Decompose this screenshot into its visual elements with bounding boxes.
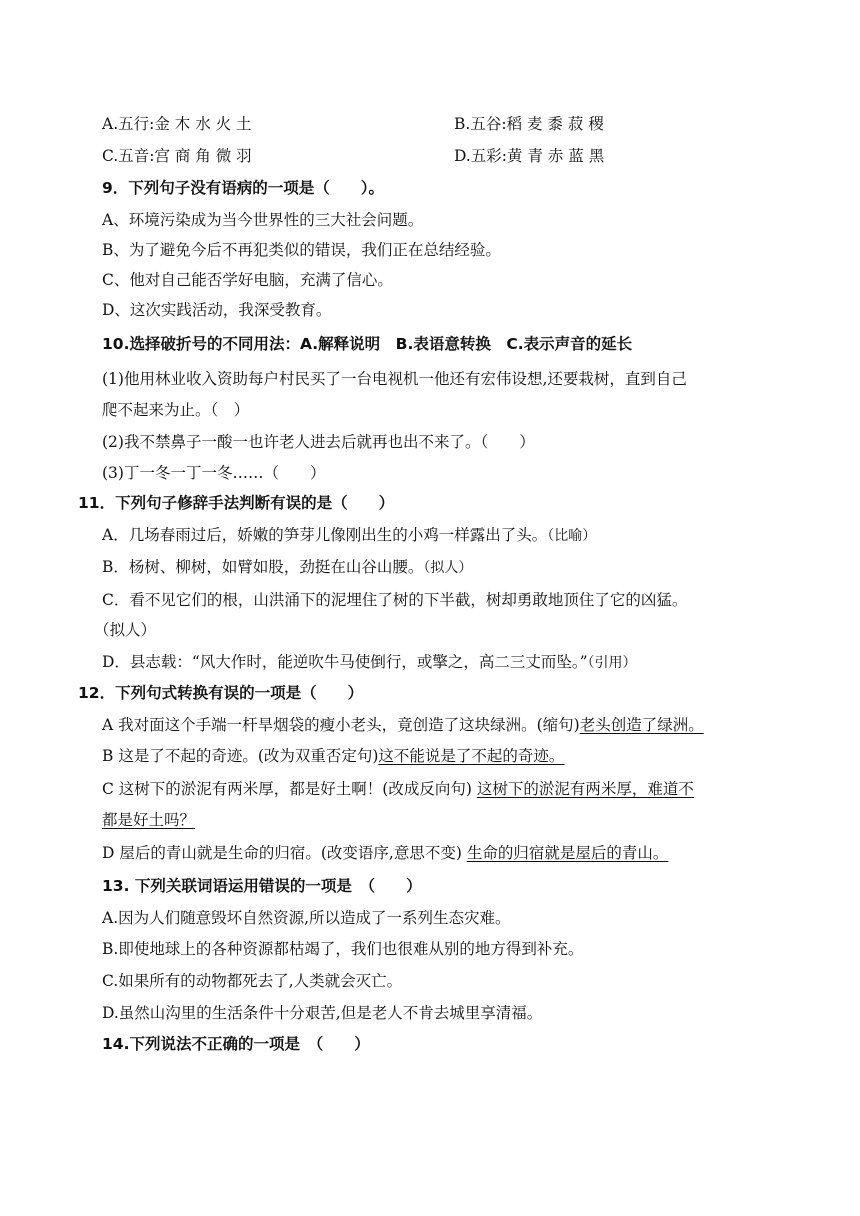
- q13-option-d: D.虽然山沟里的生活条件十分艰苦,但是老人不肯去城里享清福。: [102, 1004, 543, 1022]
- q8-option-a: A.五行:金 木 水 火 土: [102, 115, 252, 133]
- q12-option-c-answer-line1: 这树下的淤泥有两米厚，难道不: [476, 780, 694, 798]
- q9-option-d: D、这次实践活动，我深受教育。: [102, 301, 332, 319]
- q11-stem: 11．下列句子修辞手法判断有误的是（ ）: [78, 494, 395, 512]
- q12-option-a: [102, 714, 704, 736]
- q10-item3: (3)丁一冬一丁一冬……（ ）: [102, 464, 326, 482]
- q12-option-a-text: A 我对面这个手端一杆旱烟袋的瘦小老头，竟创造了这块绿洲。(缩句): [102, 716, 580, 734]
- q11-option-d-text: D．县志载：“风大作时，能逆吹牛马使倒行，或擎之，高二三丈而坠。”: [102, 653, 588, 671]
- q9-option-b: B、为了避免今后不再犯类似的错误，我们正在总结经验。: [102, 241, 501, 259]
- q13-option-b: B.即使地球上的各种资源都枯竭了，我们也很难从别的地方得到补充。: [102, 940, 584, 958]
- q9-option-c: C、他对自己能否学好电脑，充满了信心。: [102, 271, 393, 289]
- q11-option-b: [102, 556, 472, 579]
- q12-option-a-answer: 老头创造了绿洲。: [579, 716, 704, 734]
- q9-stem: 9．下列句子没有语病的一项是（ ）。: [102, 179, 385, 197]
- q11-option-a: [102, 524, 596, 547]
- q8-option-c: C.五音:宫 商 角 微 羽: [102, 147, 252, 165]
- q12-option-c-text: C 这树下的淤泥有两米厚，都是好土啊！(改成反向句): [102, 780, 472, 798]
- q12-option-b-answer: 这不能说是了不起的奇迹。: [378, 747, 565, 765]
- q14-stem: 14.下列说法不正确的一项是 （ ）: [102, 1035, 370, 1053]
- q10-stem: 10.选择破折号的不同用法：A.解释说明 B.表语意转换 C.表示声音的延长: [102, 335, 633, 353]
- q10-item1-line1: (1)他用林业收入资助每户村民买了一台电视机一他还有宏伟设想,还要栽树，直到自己: [102, 370, 687, 388]
- q12-option-c: [102, 778, 694, 800]
- q11-option-c-line1: C．看不见它们的根，山洪涌下的泥埋住了树的下半截，树却勇敢地顶住了它的凶猛。: [102, 591, 688, 609]
- q12-option-c-answer-line2: 都是好土吗？: [102, 811, 196, 829]
- q11-option-a-text: A．几场春雨过后，娇嫩的笋芽儿像刚出生的小鸡一样露出了头。: [102, 526, 548, 544]
- q13-stem: 13. 下列关联词语运用错误的一项是 （ ）: [102, 877, 422, 895]
- q9-option-a: A、环境污染成为当今世界性的三大社会问题。: [102, 211, 424, 229]
- q11-option-d: [102, 651, 637, 674]
- q13-option-a: A.因为人们随意毁坏自然资源,所以造成了一系列生态灾难。: [102, 909, 511, 927]
- q12-option-d-answer: 生命的归宿就是屋后的青山。: [466, 844, 669, 862]
- q11-option-c-tag: （拟人）: [94, 621, 157, 639]
- q8-option-row-2: [102, 145, 605, 167]
- q11-option-b-tag: （拟人）: [423, 560, 473, 576]
- q12-option-d: [102, 842, 668, 864]
- q12-option-b: [102, 745, 564, 767]
- q11-option-b-text: B．杨树、柳树，如臂如股，劲挺在山谷山腰。: [102, 558, 424, 576]
- q12-option-d-text: D 屋后的青山就是生命的归宿。(改变语序,意思不变): [102, 844, 462, 862]
- q12-option-c-line2: [102, 809, 195, 831]
- q11-option-d-tag: （引用）: [587, 655, 637, 671]
- q10-item2: (2)我不禁鼻子一酸一也许老人进去后就再也出不来了。（ ）: [102, 433, 535, 451]
- q13-option-c: C.如果所有的动物都死去了,人类就会灭亡。: [102, 972, 403, 990]
- q11-option-a-tag: （比喻）: [547, 528, 597, 544]
- q10-item1-line2: 爬不起来为止。（ ）: [102, 401, 250, 419]
- q12-option-b-text: B 这是了不起的奇迹。(改为双重否定句): [102, 747, 379, 765]
- q8-option-d: D.五彩:黄 青 赤 蓝 黑: [454, 147, 605, 165]
- q12-stem: 12．下列句式转换有误的一项是（ ）: [78, 684, 364, 702]
- q8-option-b: B.五谷:稻 麦 黍 菽 稷: [454, 115, 604, 133]
- q8-option-row-1: [102, 113, 604, 135]
